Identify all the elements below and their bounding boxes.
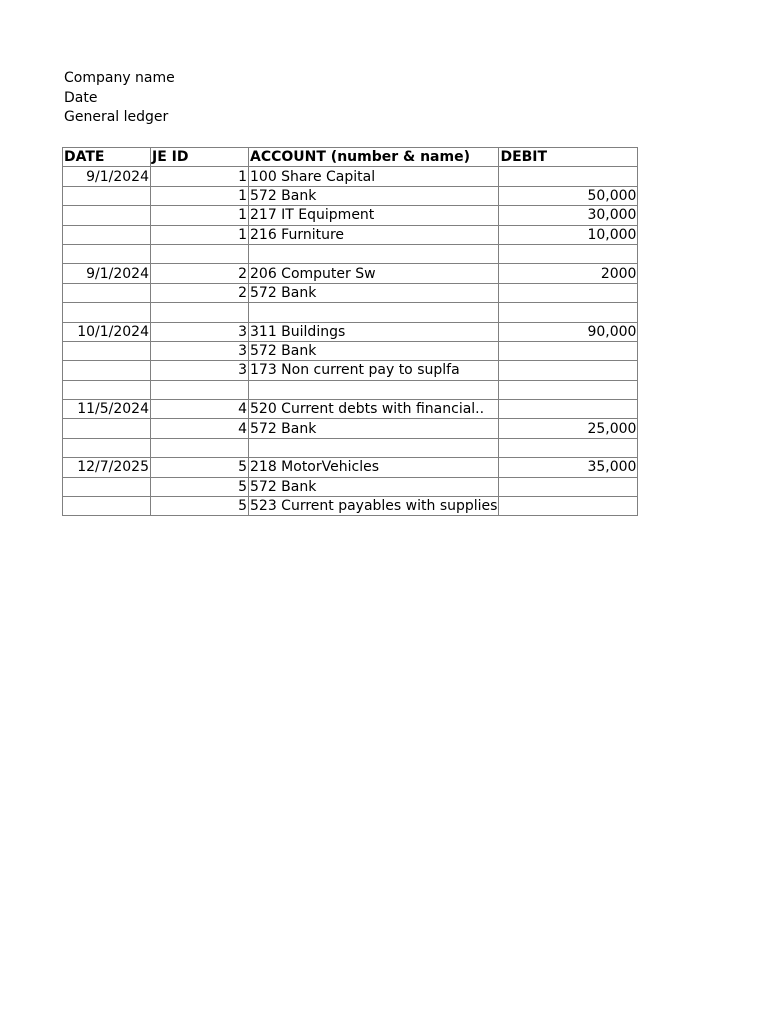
cell-je-id: 1 [151, 186, 249, 205]
cell-je-id: 2 [151, 283, 249, 302]
cell-date: 9/1/2024 [63, 264, 151, 283]
cell-account [249, 303, 499, 322]
cell-debit [499, 497, 638, 516]
cell-account [249, 380, 499, 399]
report-title: General ledger [64, 109, 169, 125]
cell-date: 11/5/2024 [63, 400, 151, 419]
cell-account: 173 Non current pay to suplfa [249, 361, 499, 380]
cell-date [63, 341, 151, 360]
cell-date [63, 186, 151, 205]
cell-date [63, 303, 151, 322]
table-row [63, 361, 638, 380]
table-row [63, 283, 638, 302]
table-row [63, 497, 638, 516]
cell-debit: 2000 [499, 264, 638, 283]
cell-account: 520 Current debts with financial.. [249, 400, 499, 419]
cell-date [63, 419, 151, 438]
cell-account [249, 438, 499, 457]
cell-account: 523 Current payables with supplies [250, 498, 498, 515]
cell-je-id: 1 [151, 167, 249, 186]
column-header-debit: DEBIT [499, 148, 638, 167]
column-header-je-id: JE ID [151, 148, 249, 167]
cell-je-id [151, 380, 249, 399]
cell-account: 572 Bank [249, 477, 499, 496]
table-row [63, 400, 638, 419]
table-row [63, 225, 638, 244]
column-header-account: ACCOUNT (number & name) [249, 148, 499, 167]
cell-date: 10/1/2024 [63, 322, 151, 341]
cell-je-id [151, 438, 249, 457]
cell-account: 218 MotorVehicles [249, 458, 499, 477]
cell-je-id: 5 [151, 458, 249, 477]
cell-account: 206 Computer Sw [249, 264, 499, 283]
cell-debit [499, 380, 638, 399]
cell-je-id: 1 [151, 206, 249, 225]
cell-debit [499, 400, 638, 419]
column-header-date: DATE [63, 148, 151, 167]
general-ledger-table [62, 147, 638, 516]
cell-debit [499, 167, 638, 186]
cell-date: 9/1/2024 [63, 167, 151, 186]
table-row [63, 303, 638, 322]
cell-date [63, 361, 151, 380]
cell-account: 100 Share Capital [249, 167, 499, 186]
cell-date [63, 380, 151, 399]
cell-je-id: 3 [151, 322, 249, 341]
cell-debit: 90,000 [499, 322, 638, 341]
table-header-row [63, 148, 638, 167]
cell-debit [499, 303, 638, 322]
cell-je-id: 3 [151, 341, 249, 360]
cell-je-id: 3 [151, 361, 249, 380]
table-row [63, 264, 638, 283]
report-date: Date [64, 89, 98, 106]
cell-debit [499, 438, 638, 457]
cell-account: 572 Bank [249, 283, 499, 302]
company-name: Company name [64, 70, 175, 86]
cell-debit: 50,000 [499, 186, 638, 205]
table-row [63, 244, 638, 263]
cell-debit: 30,000 [499, 206, 638, 225]
table-row [63, 167, 638, 186]
table-row [63, 458, 638, 477]
cell-account: 217 IT Equipment [249, 206, 499, 225]
cell-je-id: 1 [151, 225, 249, 244]
cell-account: 311 Buildings [249, 322, 499, 341]
cell-date: 12/7/2025 [63, 458, 151, 477]
cell-date [63, 477, 151, 496]
table-row [63, 438, 638, 457]
cell-debit: 35,000 [499, 458, 638, 477]
cell-je-id: 4 [151, 419, 249, 438]
table-row [63, 341, 638, 360]
cell-debit [499, 283, 638, 302]
cell-date [63, 497, 151, 516]
table-row [63, 419, 638, 438]
cell-date [63, 225, 151, 244]
ledger-body [63, 167, 638, 516]
cell-debit [499, 361, 638, 380]
cell-je-id: 4 [151, 400, 249, 419]
cell-debit: 25,000 [499, 419, 638, 438]
cell-account: 572 Bank [249, 341, 499, 360]
table-row [63, 477, 638, 496]
cell-je-id: 2 [151, 264, 249, 283]
cell-account: 216 Furniture [249, 225, 499, 244]
cell-date [63, 283, 151, 302]
cell-account [249, 244, 499, 263]
cell-debit [499, 244, 638, 263]
cell-debit: 10,000 [499, 225, 638, 244]
table-row [63, 186, 638, 205]
cell-account: 572 Bank [249, 186, 499, 205]
cell-je-id [151, 303, 249, 322]
cell-date [63, 206, 151, 225]
cell-date [63, 244, 151, 263]
document-header [64, 69, 175, 128]
table-row [63, 206, 638, 225]
cell-je-id [151, 244, 249, 263]
cell-je-id: 5 [151, 477, 249, 496]
cell-date [63, 438, 151, 457]
table-row [63, 380, 638, 399]
cell-debit [499, 477, 638, 496]
cell-je-id: 5 [151, 497, 249, 516]
cell-account: 572 Bank [249, 419, 499, 438]
table-row [63, 322, 638, 341]
cell-debit [499, 341, 638, 360]
